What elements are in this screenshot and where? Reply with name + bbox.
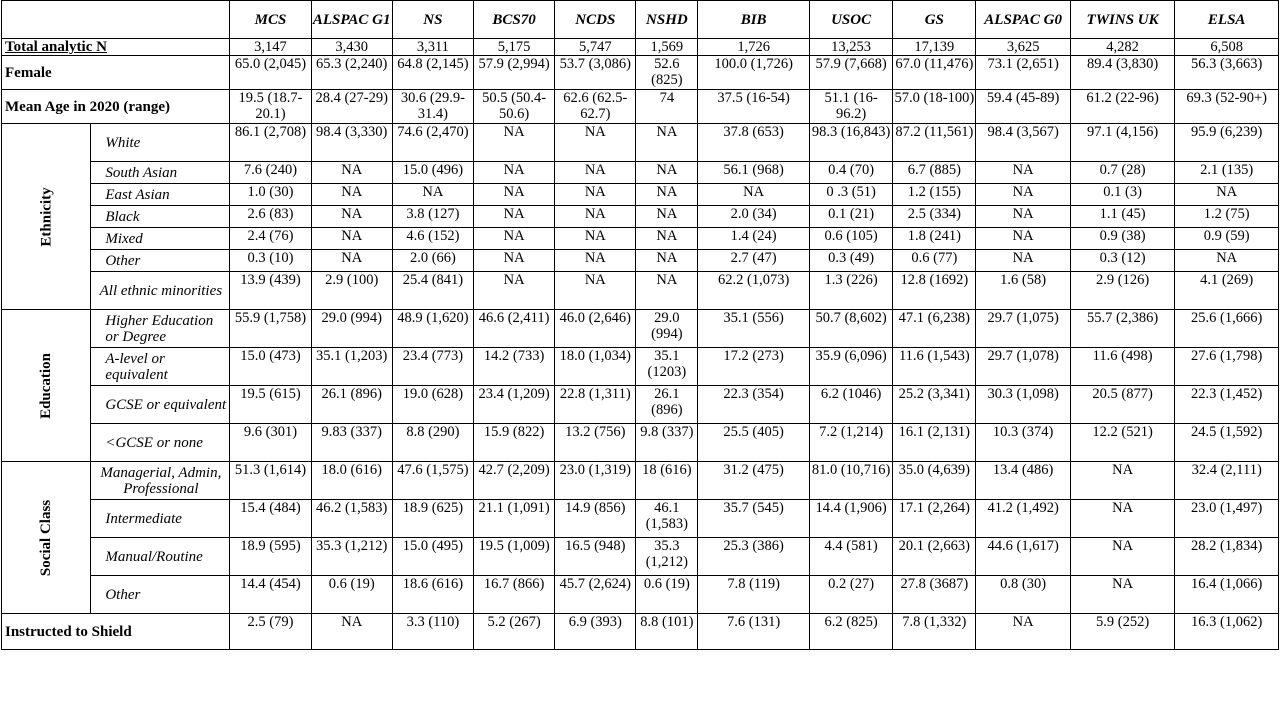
table-cell: 13.4 (486) [976,462,1070,500]
table-cell: NA [1070,462,1175,500]
subrow-label: White [91,124,230,162]
table-cell: 3,430 [311,39,392,56]
table-cell: NA [311,228,392,250]
table-cell: 2.0 (66) [392,250,473,272]
table-cell: 0.2 (27) [809,576,892,614]
table-cell: NA [1070,576,1175,614]
table-row [2,184,1279,206]
table-cell: NA [474,228,555,250]
table-cell: NA [1175,250,1279,272]
table-cell: 19.5 (18.7-20.1) [230,90,311,124]
group-label [2,124,91,310]
table-cell: 8.8 (101) [636,614,698,650]
table-row [2,90,1279,124]
table-cell: NA [1070,500,1175,538]
table-cell: 9.8 (337) [636,424,698,462]
table-row [2,500,1279,538]
table-cell: 2.9 (126) [1070,272,1175,310]
table-cell: 97.1 (4,156) [1070,124,1175,162]
table-cell: 5,175 [474,39,555,56]
table-cell: 5,747 [555,39,636,56]
table-cell: 29.0 (994) [311,310,392,348]
table-cell: NA [311,184,392,206]
table-cell: 57.9 (7,668) [809,56,892,90]
table-cell: 35.9 (6,096) [809,348,892,386]
table-cell: 3.8 (127) [392,206,473,228]
table-cell: 16.4 (1,066) [1175,576,1279,614]
table-cell: 17.2 (273) [698,348,810,386]
table-cell: 35.1 (1,203) [311,348,392,386]
table-cell: 4,282 [1070,39,1175,56]
table-cell: 6.9 (393) [555,614,636,650]
table-cell: 7.6 (131) [698,614,810,650]
table-cell: 44.6 (1,617) [976,538,1070,576]
table-cell: NA [1070,538,1175,576]
table-cell: 27.8 (3687) [893,576,976,614]
table-cell: NA [636,184,698,206]
table-cell: 98.4 (3,330) [311,124,392,162]
table-cell: 7.6 (240) [230,162,311,184]
table-cell: 47.6 (1,575) [392,462,473,500]
table-cell: 26.1 (896) [311,386,392,424]
column-header: ALSPAC G0 [976,1,1070,39]
table-cell: 11.6 (1,543) [893,348,976,386]
table-cell: 74 [636,90,698,124]
table-cell: 22.8 (1,311) [555,386,636,424]
table-cell: NA [311,250,392,272]
table-cell: 62.2 (1,073) [698,272,810,310]
table-cell: 19.0 (628) [392,386,473,424]
table-row [2,424,1279,462]
table-row [2,206,1279,228]
subrow-label: Black [91,206,230,228]
table-cell: NA [311,162,392,184]
row-label [2,90,230,124]
table-cell: 2.0 (34) [698,206,810,228]
table-cell: 18.0 (1,034) [555,348,636,386]
table-cell: 81.0 (10,716) [809,462,892,500]
table-cell: 2.9 (100) [311,272,392,310]
table-cell: 95.9 (6,239) [1175,124,1279,162]
table-cell: 30.6 (29.9-31.4) [392,90,473,124]
table-cell: 14.9 (856) [555,500,636,538]
column-header: TWINS UK [1070,1,1175,39]
subrow-label: Mixed [91,228,230,250]
table-cell: 12.2 (521) [1070,424,1175,462]
table-cell: 5.9 (252) [1070,614,1175,650]
table-cell: 22.3 (1,452) [1175,386,1279,424]
table-cell: 2.4 (76) [230,228,311,250]
table-row [2,39,1279,56]
table-cell: 51.1 (16-96.2) [809,90,892,124]
table-cell: 100.0 (1,726) [698,56,810,90]
table-cell: 53.7 (3,086) [555,56,636,90]
table-cell: NA [555,124,636,162]
table-row [2,614,1279,650]
table-cell: 31.2 (475) [698,462,810,500]
table-cell: 0.1 (21) [809,206,892,228]
column-header: MCS [230,1,311,39]
table-cell: NA [474,184,555,206]
table-cell: NA [976,614,1070,650]
table-cell: 55.7 (2,386) [1070,310,1175,348]
table-cell: 1.2 (75) [1175,206,1279,228]
table-cell: 5.2 (267) [474,614,555,650]
table-cell: 3,311 [392,39,473,56]
table-cell: 0.8 (30) [976,576,1070,614]
table-cell: 0.3 (10) [230,250,311,272]
table-row [2,462,1279,500]
table-cell: NA [636,162,698,184]
table-cell: 64.8 (2,145) [392,56,473,90]
table-cell: 4.1 (269) [1175,272,1279,310]
table-cell: 28.4 (27-29) [311,90,392,124]
table-cell: 18.0 (616) [311,462,392,500]
table-cell: 18 (616) [636,462,698,500]
table-cell: NA [311,206,392,228]
table-cell: NA [636,250,698,272]
table-cell: NA [636,206,698,228]
table-cell: 52.6 (825) [636,56,698,90]
table-cell: 9.6 (301) [230,424,311,462]
table-cell: 18.9 (625) [392,500,473,538]
table-cell: 13,253 [809,39,892,56]
table-cell: 25.5 (405) [698,424,810,462]
table-cell: 0.4 (70) [809,162,892,184]
row-label: Instructed to Shield [2,614,230,650]
table-cell: 0.6 (19) [311,576,392,614]
table-cell: NA [311,614,392,650]
table-cell: 10.3 (374) [976,424,1070,462]
table-cell: NA [555,162,636,184]
table-cell: 48.9 (1,620) [392,310,473,348]
group-label-text: Ethnicity [38,186,55,247]
table-cell: 0.9 (59) [1175,228,1279,250]
table-cell: 16.5 (948) [555,538,636,576]
table-cell: 19.5 (1,009) [474,538,555,576]
table-cell: 67.0 (11,476) [893,56,976,90]
table-cell: 16.3 (1,062) [1175,614,1279,650]
table-cell: NA [555,206,636,228]
header-row [2,1,1279,39]
table-cell: 14.2 (733) [474,348,555,386]
table-cell: 35.0 (4,639) [893,462,976,500]
table-cell: 14.4 (1,906) [809,500,892,538]
table-cell: 1.0 (30) [230,184,311,206]
table-cell: 35.7 (545) [698,500,810,538]
subrow-label: A-level or equivalent [91,348,230,386]
row-label [2,56,230,90]
table-cell: 24.5 (1,592) [1175,424,1279,462]
row-label [2,39,230,56]
table-cell: 13.2 (756) [555,424,636,462]
table-cell: NA [976,228,1070,250]
table-cell: 14.4 (454) [230,576,311,614]
table-cell: NA [474,272,555,310]
table-cell: 2.5 (79) [230,614,311,650]
table-cell: 46.1 (1,583) [636,500,698,538]
table-cell: NA [976,206,1070,228]
table-cell: NA [555,272,636,310]
table-cell: 12.8 (1692) [893,272,976,310]
table-cell: 37.8 (653) [698,124,810,162]
column-header: USOC [809,1,892,39]
table-cell: NA [474,206,555,228]
table-cell: 86.1 (2,708) [230,124,311,162]
table-cell: 6.2 (825) [809,614,892,650]
table-cell: 65.3 (2,240) [311,56,392,90]
table-cell: 7.8 (119) [698,576,810,614]
table-cell: 18.9 (595) [230,538,311,576]
table-cell: 0.6 (77) [893,250,976,272]
table-row [2,310,1279,348]
corner-cell [2,1,230,39]
table-cell: NA [474,162,555,184]
row-label-text: Female [5,64,52,81]
table-cell: NA [976,162,1070,184]
table-cell: 30.3 (1,098) [976,386,1070,424]
table-cell: 41.2 (1,492) [976,500,1070,538]
table-cell: 37.5 (16-54) [698,90,810,124]
table-cell: 55.9 (1,758) [230,310,311,348]
subrow-label: Manual/Routine [91,538,230,576]
row-label-text: Total analytic N [5,39,107,55]
table-cell: 65.0 (2,045) [230,56,311,90]
column-header: NSHD [636,1,698,39]
table-cell: 3.3 (110) [392,614,473,650]
table-cell: 0.7 (28) [1070,162,1175,184]
table-row [2,162,1279,184]
table-cell: 98.4 (3,567) [976,124,1070,162]
table-cell: 20.1 (2,663) [893,538,976,576]
row-label-text: Mean Age in 2020 (range) [5,98,170,115]
table-cell: 50.7 (8,602) [809,310,892,348]
table-cell: 35.1 (556) [698,310,810,348]
table-cell: 1,569 [636,39,698,56]
table-cell: 73.1 (2,651) [976,56,1070,90]
table-cell: 8.8 (290) [392,424,473,462]
subrow-label: All ethnic minorities [91,272,230,310]
table-cell: NA [976,184,1070,206]
table-cell: 16.1 (2,131) [893,424,976,462]
cohort-characteristics-table [1,0,1279,650]
table-cell: 56.1 (968) [698,162,810,184]
column-header: GS [893,1,976,39]
table-cell: 29.0 (994) [636,310,698,348]
table-cell: 17.1 (2,264) [893,500,976,538]
table-cell: 28.2 (1,834) [1175,538,1279,576]
group-label [2,310,91,462]
column-header: NS [392,1,473,39]
table-cell: 2.6 (83) [230,206,311,228]
table-cell: 1.2 (155) [893,184,976,206]
table-cell: 15.9 (822) [474,424,555,462]
group-label-text: Education [38,352,55,419]
column-header: NCDS [555,1,636,39]
table-cell: 51.3 (1,614) [230,462,311,500]
table-cell: 21.1 (1,091) [474,500,555,538]
group-label-text: Social Class [38,499,55,576]
table-cell: 3,625 [976,39,1070,56]
table-cell: NA [698,184,810,206]
column-header: ALSPAC G1 [311,1,392,39]
table-cell: 57.9 (2,994) [474,56,555,90]
table-cell: NA [636,272,698,310]
table-cell: 2.1 (135) [1175,162,1279,184]
table-cell: NA [474,250,555,272]
table-cell: 25.2 (3,341) [893,386,976,424]
table-cell: 0.6 (105) [809,228,892,250]
table-cell: 7.2 (1,214) [809,424,892,462]
table-cell: 19.5 (615) [230,386,311,424]
table-cell: 15.0 (496) [392,162,473,184]
table-cell: 16.7 (866) [474,576,555,614]
table-cell: 69.3 (52-90+) [1175,90,1279,124]
table-cell: 46.2 (1,583) [311,500,392,538]
table-cell: NA [976,250,1070,272]
group-label [2,462,91,614]
column-header: BIB [698,1,810,39]
table-cell: 50.5 (50.4-50.6) [474,90,555,124]
table-row [2,124,1279,162]
table-cell: 23.0 (1,319) [555,462,636,500]
table-cell: 26.1 (896) [636,386,698,424]
table-cell: 56.3 (3,663) [1175,56,1279,90]
table-cell: 61.2 (22-96) [1070,90,1175,124]
table-cell: 1.4 (24) [698,228,810,250]
table-cell: 3,147 [230,39,311,56]
table-cell: 25.3 (386) [698,538,810,576]
table-cell: 15.0 (495) [392,538,473,576]
subrow-label: South Asian [91,162,230,184]
table-cell: 47.1 (6,238) [893,310,976,348]
table-row [2,272,1279,310]
subrow-label: Managerial, Admin, Professional [91,462,230,500]
table-cell: 1.1 (45) [1070,206,1175,228]
table-cell: 6,508 [1175,39,1279,56]
table-cell: 0 .3 (51) [809,184,892,206]
table-cell: 29.7 (1,075) [976,310,1070,348]
subrow-label: Intermediate [91,500,230,538]
table-cell: 0.3 (49) [809,250,892,272]
table-cell: NA [555,250,636,272]
subrow-label: Other [91,576,230,614]
table-cell: 35.1 (1203) [636,348,698,386]
table-row [2,348,1279,386]
table-row [2,250,1279,272]
table-cell: 15.0 (473) [230,348,311,386]
table-cell: 0.3 (12) [1070,250,1175,272]
table-cell: 35.3 (1,212) [311,538,392,576]
table-cell: NA [555,228,636,250]
table-row [2,576,1279,614]
table-cell: 11.6 (498) [1070,348,1175,386]
table-cell: 22.3 (354) [698,386,810,424]
table-cell: 25.6 (1,666) [1175,310,1279,348]
table-cell: 4.6 (152) [392,228,473,250]
table-cell: 1.3 (226) [809,272,892,310]
table-cell: 23.4 (773) [392,348,473,386]
table-cell: 27.6 (1,798) [1175,348,1279,386]
table-cell: 32.4 (2,111) [1175,462,1279,500]
table-cell: NA [636,228,698,250]
table-cell: 7.8 (1,332) [893,614,976,650]
table-cell: 29.7 (1,078) [976,348,1070,386]
table-cell: 1.8 (241) [893,228,976,250]
table-cell: 25.4 (841) [392,272,473,310]
table-cell: 74.6 (2,470) [392,124,473,162]
table-row [2,56,1279,90]
table-cell: NA [392,184,473,206]
table-cell: 0.1 (3) [1070,184,1175,206]
table-cell: NA [474,124,555,162]
table-cell: 20.5 (877) [1070,386,1175,424]
table-row [2,538,1279,576]
table-cell: 0.9 (38) [1070,228,1175,250]
subrow-label: <GCSE or none [91,424,230,462]
table-cell: 4.4 (581) [809,538,892,576]
table-cell: 42.7 (2,209) [474,462,555,500]
table-cell: 15.4 (484) [230,500,311,538]
table-cell: 13.9 (439) [230,272,311,310]
subrow-label: East Asian [91,184,230,206]
table-cell: 0.6 (19) [636,576,698,614]
table-cell: 89.4 (3,830) [1070,56,1175,90]
table-cell: 59.4 (45-89) [976,90,1070,124]
table-cell: 46.0 (2,646) [555,310,636,348]
table-cell: 35.3 (1,212) [636,538,698,576]
table-cell: 18.6 (616) [392,576,473,614]
table-cell: NA [555,184,636,206]
table-cell: 46.6 (2,411) [474,310,555,348]
subrow-label: Higher Education or Degree [91,310,230,348]
table-cell: 1.6 (58) [976,272,1070,310]
table-cell: 23.0 (1,497) [1175,500,1279,538]
table-cell: 6.7 (885) [893,162,976,184]
table-cell: 45.7 (2,624) [555,576,636,614]
table-cell: 62.6 (62.5-62.7) [555,90,636,124]
table-cell: 23.4 (1,209) [474,386,555,424]
table-row [2,228,1279,250]
table-cell: 98.3 (16,843) [809,124,892,162]
table-cell: 2.5 (334) [893,206,976,228]
table-cell: 2.7 (47) [698,250,810,272]
table-cell: 57.0 (18-100) [893,90,976,124]
table-cell: 87.2 (11,561) [893,124,976,162]
subrow-label: GCSE or equivalent [91,386,230,424]
subrow-label: Other [91,250,230,272]
table-cell: NA [1175,184,1279,206]
table-cell: 17,139 [893,39,976,56]
table-cell: 1,726 [698,39,810,56]
column-header: BCS70 [474,1,555,39]
table-row [2,386,1279,424]
column-header: ELSA [1175,1,1279,39]
table-cell: 9.83 (337) [311,424,392,462]
table-cell: 6.2 (1046) [809,386,892,424]
table-cell: NA [636,124,698,162]
